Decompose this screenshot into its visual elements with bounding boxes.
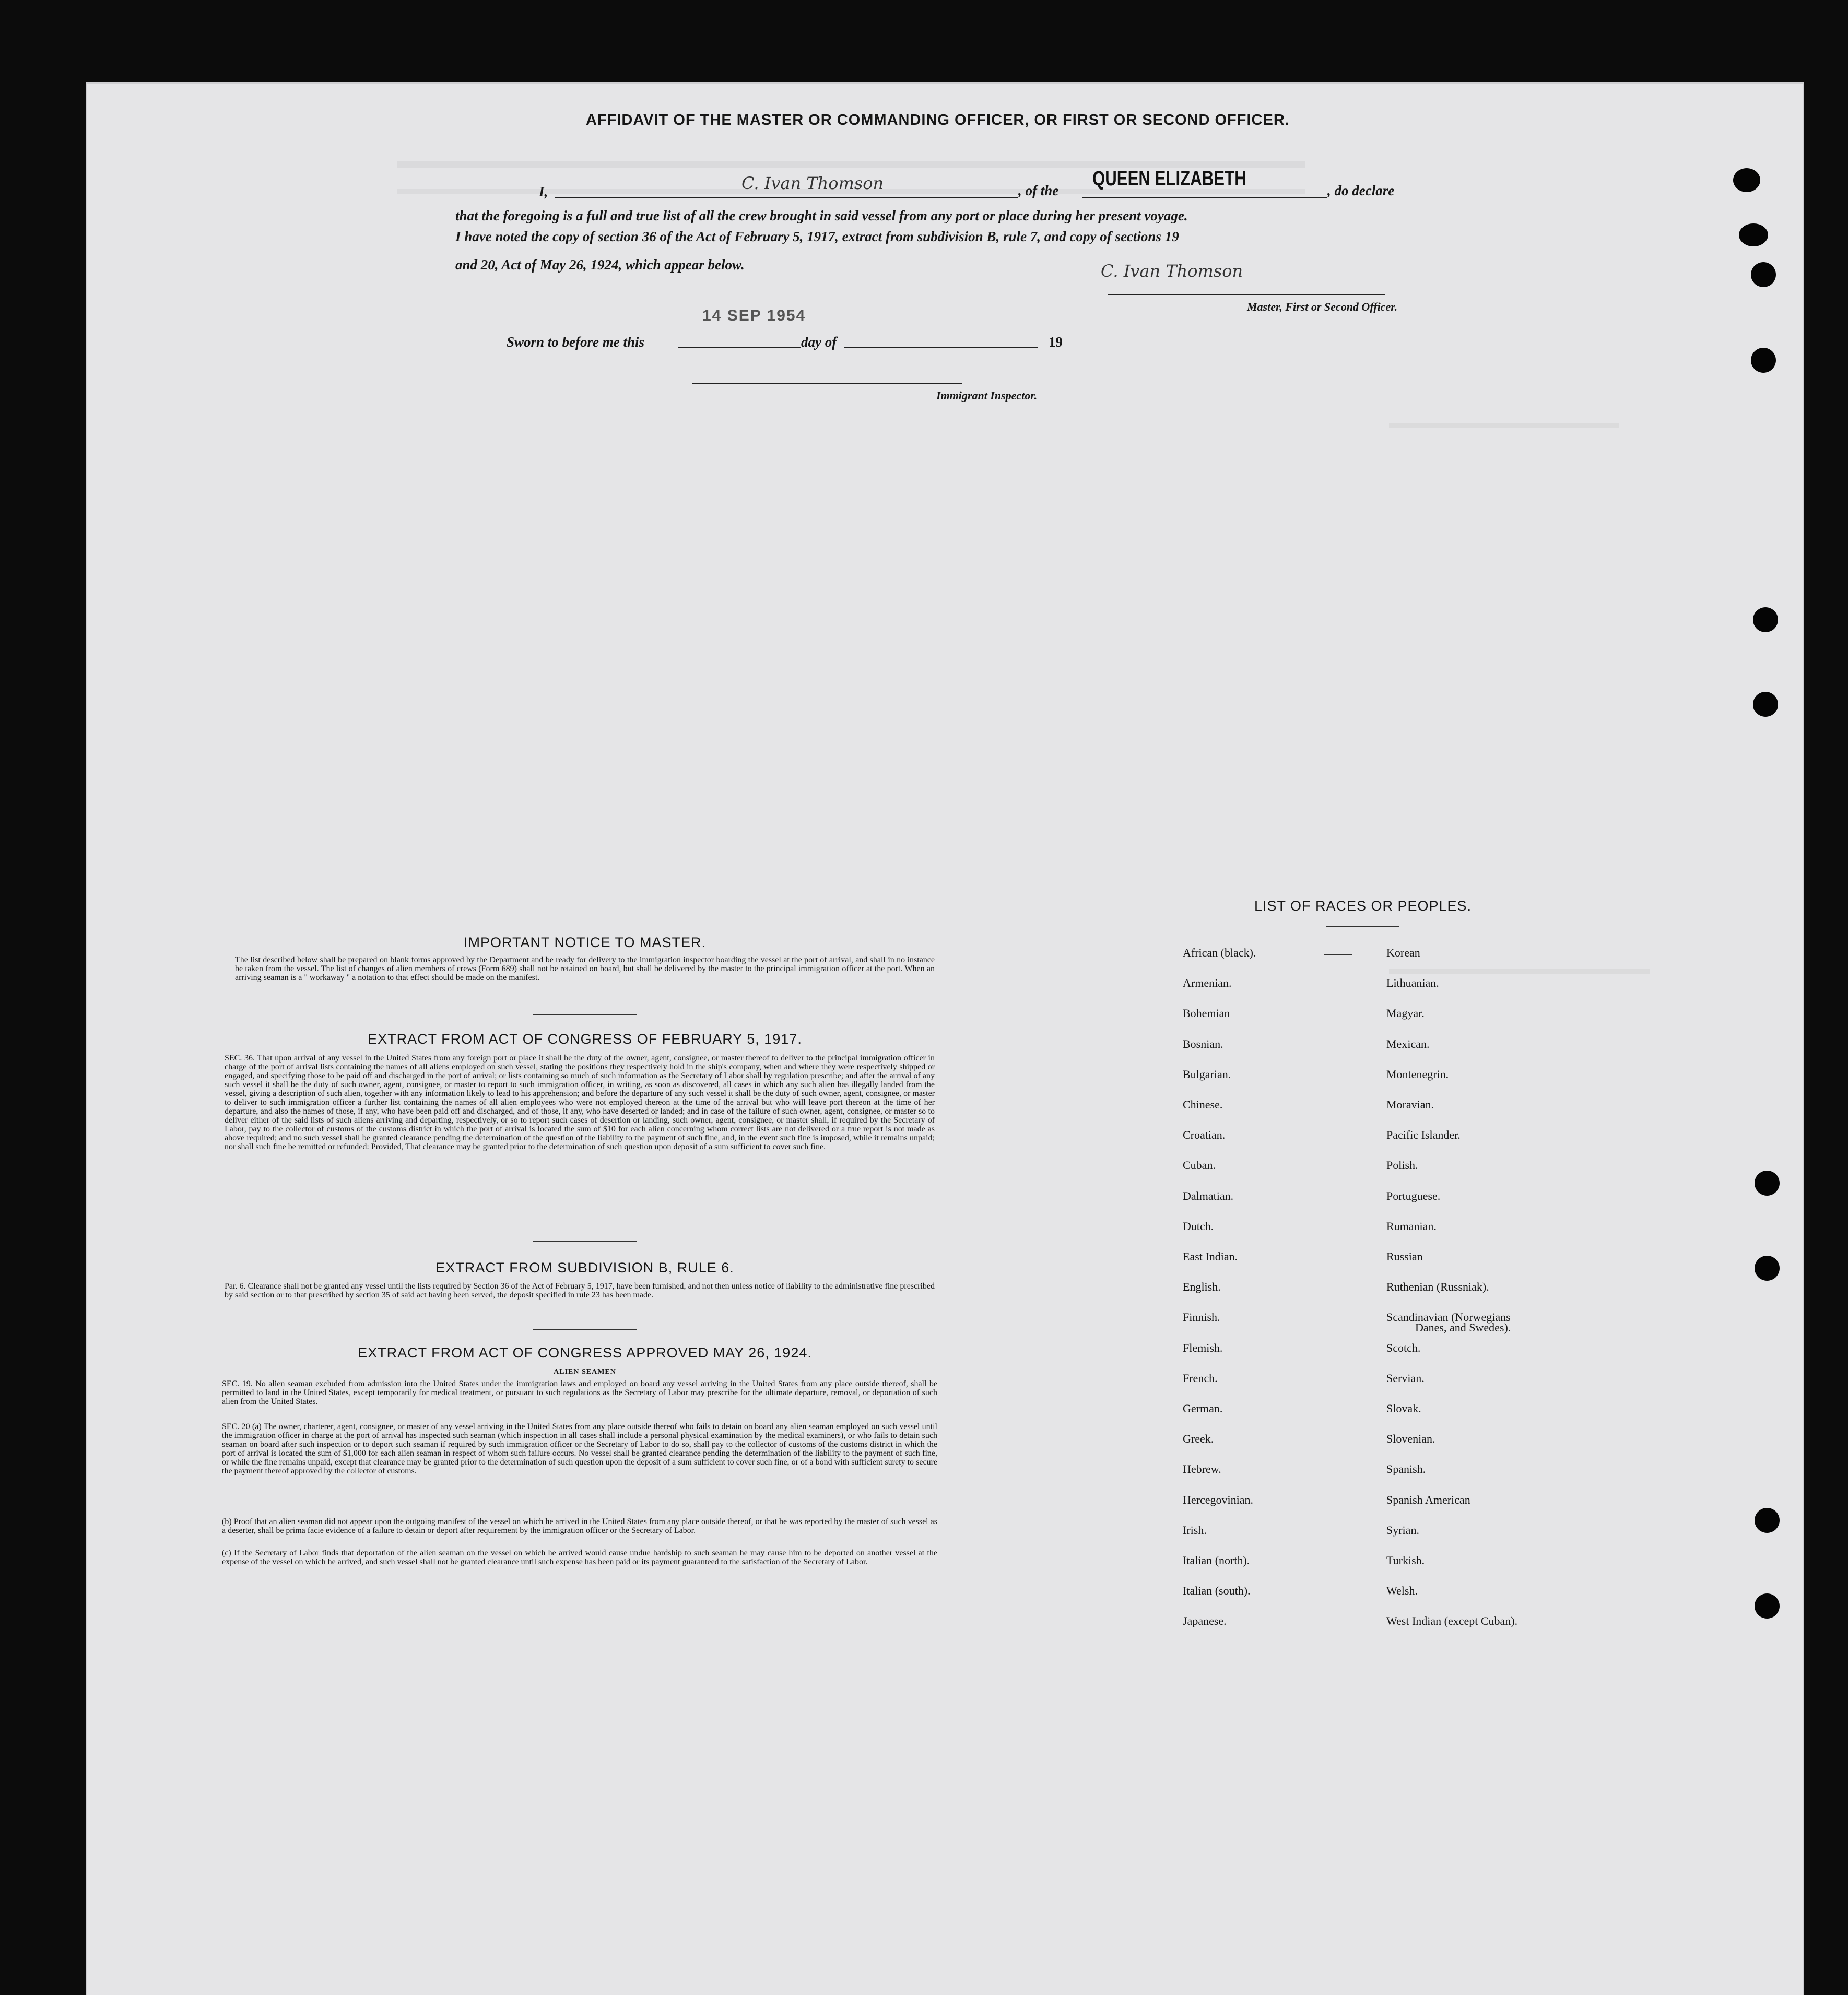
race-item: Ruthenian (Russniak).	[1386, 1280, 1489, 1293]
subdivision-title: EXTRACT FROM SUBDIVISION B, RULE 6.	[435, 1260, 734, 1276]
extract-1924-subtitle: ALIEN SEAMEN	[554, 1368, 616, 1376]
signature-name: C. Ivan Thomson	[741, 173, 884, 193]
race-item: Lithuanian.	[1386, 976, 1439, 989]
race-item: Irish.	[1183, 1524, 1207, 1537]
race-item: Armenian.	[1183, 976, 1232, 989]
extract-1917-title: EXTRACT FROM ACT OF CONGRESS OF FEBRUARY 5, 1917.	[368, 1031, 802, 1047]
race-item: Italian (north).	[1183, 1554, 1250, 1567]
master-signature-line	[1108, 294, 1385, 295]
race-item: African (black).	[1183, 946, 1256, 959]
race-item: Japanese.	[1183, 1614, 1227, 1627]
inspector-caption: Immigrant Inspector.	[936, 389, 1038, 402]
affidavit-line-4: and 20, Act of May 26, 1924, which appear below.	[455, 257, 745, 273]
race-item: Spanish American	[1386, 1493, 1470, 1506]
race-item: Chinese.	[1183, 1098, 1223, 1111]
race-item: Flemish.	[1183, 1341, 1223, 1354]
race-item: English.	[1183, 1280, 1221, 1293]
race-item: Spanish.	[1386, 1462, 1426, 1475]
punch-hole	[1755, 1508, 1780, 1533]
ship-line	[1082, 197, 1327, 198]
race-item: Bohemian	[1183, 1007, 1230, 1020]
race-item: Polish.	[1386, 1159, 1418, 1172]
race-item: East Indian.	[1183, 1250, 1238, 1263]
race-item: Pacific Islander.	[1386, 1128, 1461, 1141]
section-20a: SEC. 20 (a) The owner, charterer, agent, consignee, or master of any vessel arriving in the United States from any place outside thereof who fails to detain on board any alien seaman employed on such vessel until the immigration officer in charge at the port of arrival has inspected such seaman (which inspection in all cases shall include a personal physical examination by the medical examiners), or who fails to detain such seaman on board after such inspection or to deport such seaman if required by such immigration officer or the Secretary of Labor to do so, shall pay to the collector of customs of the customs district in which the port of arrival is located the sum of $1,000 for each alien seaman in respect of whom such failure occurs. No vessel shall be granted clearance pending the determination of the liability to the payment of such fine, or while the fine remains unpaid, except that clearance may be granted prior to the determination of such question upon the deposit of a sum sufficient to cover such fine, or of a bond with sufficient surety to secure the payment thereof approved by the collector of customs.	[222, 1422, 937, 1475]
punch-hole	[1733, 168, 1760, 192]
race-item: Montenegrin.	[1386, 1068, 1449, 1081]
section-19: SEC. 19. No alien seaman excluded from admission into the United States under the immigration laws and employed on board any vessel arriving in the United States from any place outside thereof, shall be permitted to land in the United States, except temporarily for medical treatment, or pursuant to such regulations as the Secretary of Labor may prescribe for the ultimate departure, removal, or deportation of such alien from the United States.	[222, 1379, 937, 1406]
affidavit-title: AFFIDAVIT OF THE MASTER OR COMMANDING OFFICER, OR FIRST OR SECOND OFFICER.	[586, 112, 1290, 128]
sworn-label: Sworn to before me this	[507, 334, 645, 350]
date-stamp: 14 SEP 1954	[702, 307, 806, 324]
race-item: Portuguese.	[1386, 1189, 1441, 1202]
divider	[533, 1241, 637, 1242]
subdivision-body: Par. 6. Clearance shall not be granted any vessel until the lists required by Section 36 of the Act of February 5, 1917, have been furnished, and not then unless notice of liability to the administrative fine prescribed by said section or to that prescribed by section 35 of said act having been served, the deposit specified in rule 23 has been made.	[225, 1282, 935, 1300]
divider	[533, 1329, 637, 1330]
race-item: Servian.	[1386, 1372, 1425, 1385]
race-item: Russian	[1386, 1250, 1423, 1263]
race-item: Cuban.	[1183, 1159, 1216, 1172]
punch-hole	[1755, 1593, 1780, 1619]
divider	[1326, 926, 1399, 927]
race-item: German.	[1183, 1402, 1223, 1415]
section-20c: (c) If the Secretary of Labor finds that deportation of the alien seaman on the vessel on which he arrived would cause undue hardship to such seaman he may cause him to be deported on another vessel at the expense of the vessel on which he arrived, and such vessel shall not be granted clearance until such expense has been paid or its payment guaranteed to the satisfaction of the Secretary of Labor.	[222, 1549, 937, 1566]
of-the-label: , of the	[1018, 183, 1059, 198]
race-item: Mexican.	[1386, 1037, 1430, 1050]
race-item: West Indian (except Cuban).	[1386, 1614, 1518, 1627]
affidavit-line-3: I have noted the copy of section 36 of the Act of February 5, 1917, extract from subdivision B, rule 7, and copy of sections 19	[455, 229, 1179, 244]
extract-1917-body: SEC. 36. That upon arrival of any vessel in the United States from any foreign port or place it shall be the duty of the owner, agent, consignee, or master thereof to deliver to the principal immigration officer in charge of the port of arrival lists containing the names of all aliens employed on such vessel, stating the positions they respectively hold in the ship's company, when and where they were respectively shipped or engaged, and specifying those to be paid off and discharged in the port of arrival; or lists containing so much of such information as the Secretary of Labor shall by regulation prescribe; and after the arrival of any such vessel it shall be the duty of such owner, agent, consignee, or master to report to such immigration officer, in writing, as soon as discovered, all cases in which any such alien has illegally landed from the vessel, giving a description of such alien, together with any information likely to lead to his apprehension; and before the departure of any such vessel it shall be the duty of such owner, agent, consignee, or master to deliver to such immigration officer a further list containing the names of all alien employees who were not employed thereon at the time of the arrival but who will leave port thereon at the time of her departure, and also the names of those, if any, who have been paid off and discharged, and of those, if any, who have deserted or landed; and in case of the failure of such owner, agent, consignee, or master so to deliver either of the said lists of such aliens arriving and departing, respectively, or so to report such cases of desertion or landing, such owner, agent, consignee, or master shall, if required by the Secretary of Labor, pay to the collector of customs of the customs district in which the port of arrival is located the sum of $10 for each alien concerning whom correct lists are not delivered or a true report is not made as above required; and no such vessel shall be granted clearance pending the determination of the question of the liability to the payment of such fine, and, in the event such fine is imposed, while it remains unpaid; nor shall such fine be remitted or refunded: Provided, That clearance may be granted prior to the determination of such question upon deposit of a sum sufficient to cover such fine.	[225, 1054, 935, 1151]
master-caption: Master, First or Second Officer.	[1247, 300, 1398, 313]
section-20b: (b) Proof that an alien seaman did not appear upon the outgoing manifest of the vessel on which he arrived in the United States from any place outside thereof, or that he was reported by the master of such vessel as a deserter, shall be prima facie evidence of a failure to detain or deport after requirement by the immigration officer or the Secretary of Labor.	[222, 1517, 937, 1535]
race-item: Hercegovinian.	[1183, 1493, 1253, 1506]
ship-name: QUEEN ELIZABETH	[1092, 167, 1246, 190]
race-item: Greek.	[1183, 1432, 1214, 1445]
race-item: Hebrew.	[1183, 1462, 1221, 1475]
punch-hole	[1739, 223, 1768, 246]
notice-body: The list described below shall be prepared on blank forms approved by the Department and be ready for delivery to the immigration inspector boarding the vessel at the port of arrival, and shall in no instance be taken from the vessel. The list of changes of alien members of crews (Form 689) shall not be retained on board, but shall be delivered by the master to the principal immigration officer at the port. When an arriving seaman is a " workaway " a notation to that effect should be made on the manifest.	[235, 955, 935, 982]
race-item: Bulgarian.	[1183, 1068, 1231, 1081]
race-item: Bosnian.	[1183, 1037, 1223, 1050]
dash-mark	[1324, 954, 1352, 955]
name-line	[555, 197, 1018, 198]
race-item-continuation: Danes, and Swedes).	[1415, 1321, 1511, 1334]
race-item: Finnish.	[1183, 1311, 1220, 1324]
punch-hole	[1755, 1256, 1780, 1281]
sworn-month-line	[844, 347, 1038, 348]
punch-hole	[1751, 348, 1776, 373]
i-label: I,	[539, 184, 548, 199]
do-declare-label: , do declare	[1327, 183, 1395, 198]
race-item: Dutch.	[1183, 1220, 1214, 1233]
race-item: Welsh.	[1386, 1584, 1418, 1597]
race-item: Scotch.	[1386, 1341, 1421, 1354]
race-item: Dalmatian.	[1183, 1189, 1234, 1202]
sworn-day-line	[678, 347, 801, 348]
punch-hole	[1755, 1171, 1780, 1196]
race-item: Korean	[1386, 946, 1420, 959]
bleed-through-text	[1389, 423, 1619, 444]
race-item: Magyar.	[1386, 1007, 1425, 1020]
race-item: Croatian.	[1183, 1128, 1226, 1141]
affidavit-line-2: that the foregoing is a full and true list of all the crew brought in said vessel from any port or place during her present voyage.	[455, 208, 1188, 223]
day-of-label: day of	[801, 334, 837, 350]
race-item: Italian (south).	[1183, 1584, 1251, 1597]
race-item: French.	[1183, 1372, 1218, 1385]
extract-1924-title: EXTRACT FROM ACT OF CONGRESS APPROVED MAY 26, 1924.	[358, 1345, 812, 1361]
race-item: Rumanian.	[1386, 1220, 1437, 1233]
divider	[533, 1014, 637, 1015]
race-item: Moravian.	[1386, 1098, 1434, 1111]
race-item: Scandinavian (Norwegians	[1386, 1311, 1511, 1324]
year-label: 19	[1049, 334, 1063, 350]
notice-title: IMPORTANT NOTICE TO MASTER.	[463, 935, 707, 950]
master-signature: C. Ivan Thomson	[1101, 261, 1243, 281]
punch-hole	[1751, 262, 1776, 287]
races-title: LIST OF RACES OR PEOPLES.	[1254, 898, 1472, 914]
race-item: Slovak.	[1386, 1402, 1421, 1415]
punch-hole	[1753, 607, 1778, 632]
race-item: Syrian.	[1386, 1524, 1419, 1537]
race-item: Turkish.	[1386, 1554, 1425, 1567]
inspector-signature-line	[692, 383, 962, 384]
race-item: Slovenian.	[1386, 1432, 1435, 1445]
punch-hole	[1753, 692, 1778, 717]
